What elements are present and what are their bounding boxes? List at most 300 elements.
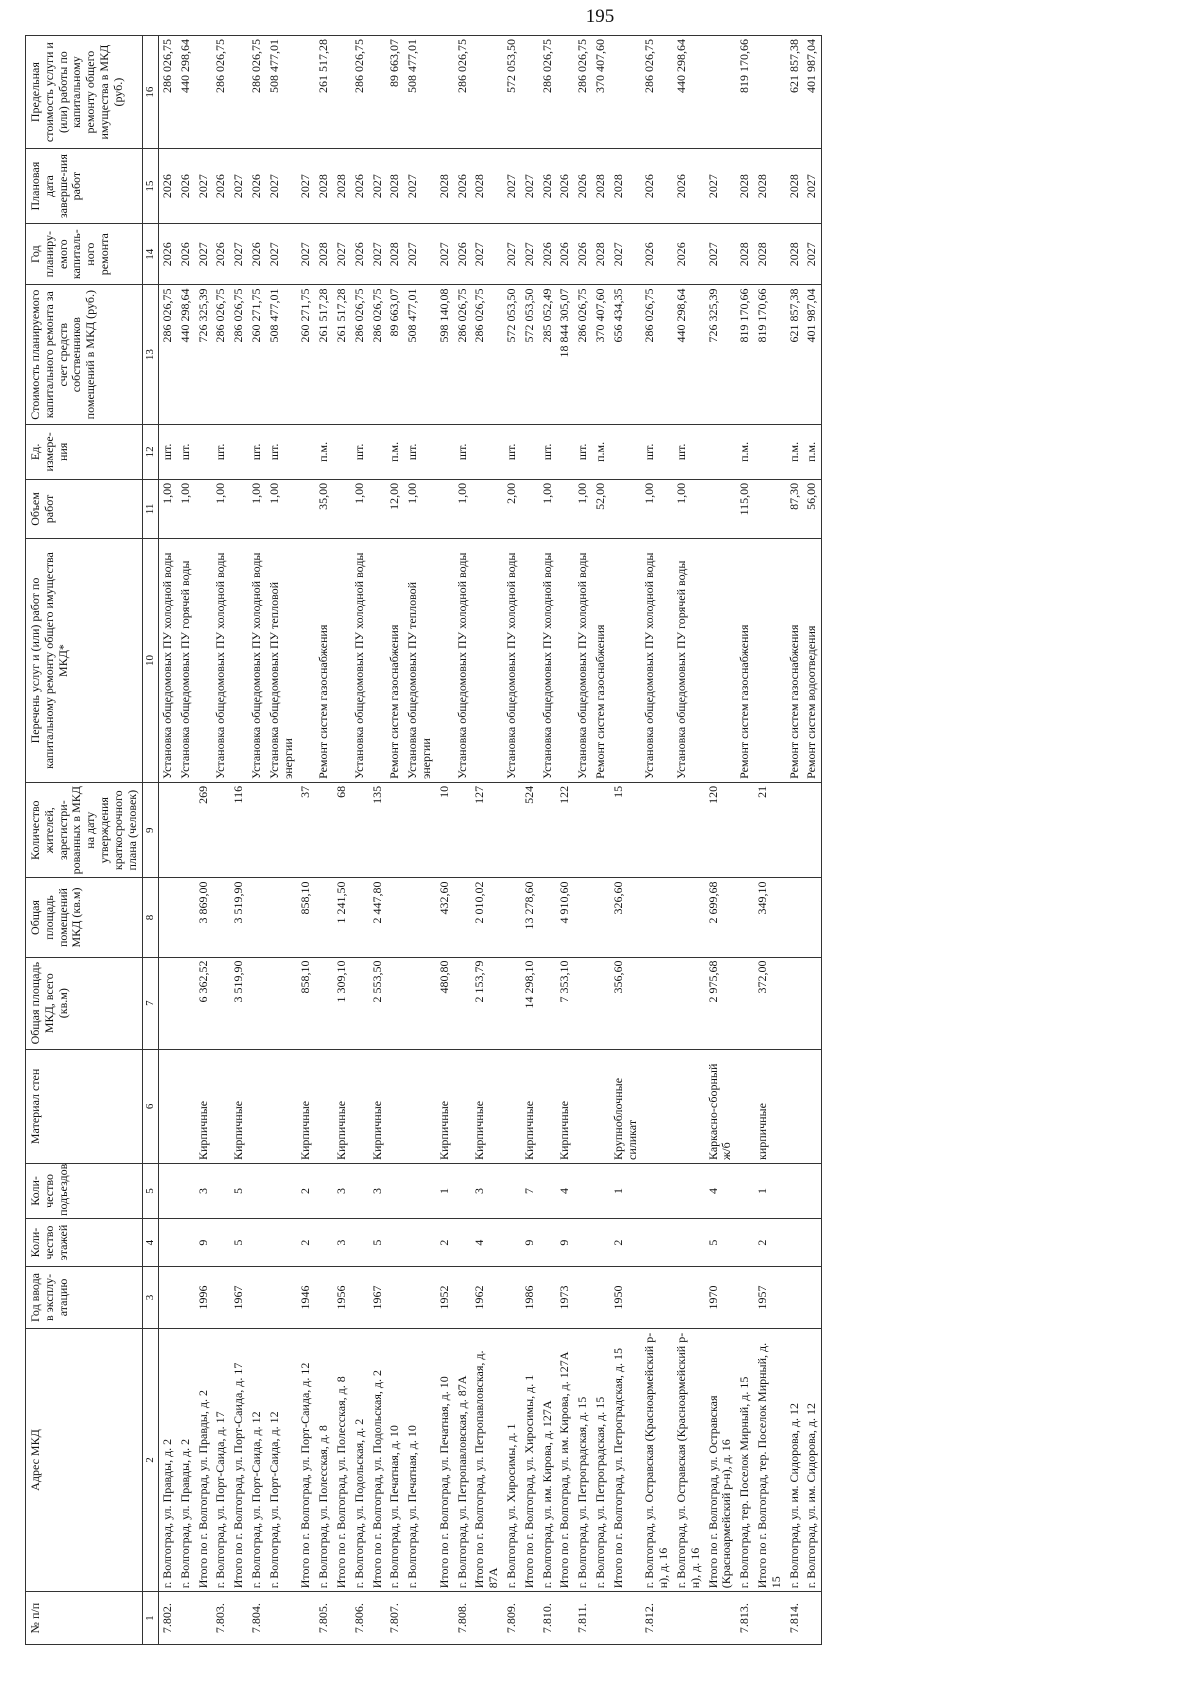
floors-cell: 2 (297, 1218, 315, 1266)
work-type-cell (556, 539, 574, 783)
residents-cell: 15 (610, 782, 642, 878)
unit-cell (610, 424, 642, 479)
floors-cell: 2 (610, 1218, 642, 1266)
floors-cell (641, 1218, 673, 1266)
wall-material-cell: Кирпичные (297, 1049, 315, 1163)
completion-date-cell: 2028 (736, 149, 754, 224)
premises-area-cell (736, 878, 754, 957)
completion-date-cell: 2026 (673, 149, 705, 224)
total-row (610, 36, 642, 1645)
completion-date-cell: 2028 (786, 149, 804, 224)
premises-area-cell: 2 699,68 (705, 878, 737, 957)
row-number (556, 1592, 574, 1645)
total-row (471, 36, 503, 1645)
repair-year-cell: 2028 (786, 223, 804, 285)
address-cell: г. Волгоград, ул. Остравская (Красноармейский р-н), д. 16 (641, 1328, 673, 1592)
cost-cell: 286 026,75 (159, 285, 177, 424)
completion-date-cell: 2027 (195, 149, 213, 224)
floors-cell (803, 1218, 821, 1266)
year-cell (315, 1267, 333, 1329)
header-cell: Стоимость планируемого капитального ремонта за счет средств собственников помещений в МКД (руб.) (26, 285, 143, 424)
year-cell (736, 1267, 754, 1329)
cost-cell: 726 325,39 (705, 285, 737, 424)
limit-cost-cell (610, 36, 642, 149)
entrances-cell (212, 1164, 230, 1219)
premises-area-cell: 432,60 (436, 878, 454, 957)
cost-cell: 819 170,66 (754, 285, 786, 424)
page-number: 195 (585, 6, 615, 27)
floors-cell (673, 1218, 705, 1266)
address-cell: Итого по г. Волгоград, ул. Остравская (Красноармейский р-н), д. 16 (705, 1328, 737, 1592)
completion-date-cell: 2027 (521, 149, 539, 224)
column-number: 6 (143, 1049, 159, 1163)
address-cell: Итого по г. Волгоград, ул. Печатная, д. 10 (436, 1328, 454, 1592)
entrances-cell (454, 1164, 472, 1219)
column-number: 10 (143, 539, 159, 783)
completion-date-cell: 2026 (212, 149, 230, 224)
row-number (297, 1592, 315, 1645)
limit-cost-cell: 286 026,75 (159, 36, 177, 149)
premises-area-cell (539, 878, 557, 957)
repair-year-cell: 2027 (297, 223, 315, 285)
row-number (369, 1592, 387, 1645)
entrances-cell (315, 1164, 333, 1219)
volume-cell (436, 479, 454, 538)
residents-cell: 127 (471, 782, 503, 878)
cost-cell: 598 140,08 (436, 285, 454, 424)
completion-date-cell: 2026 (248, 149, 266, 224)
total-row (705, 36, 737, 1645)
premises-area-cell (574, 878, 592, 957)
unit-cell (369, 424, 387, 479)
address-cell: Итого по г. Волгоград, ул. им. Кирова, д. 127А (556, 1328, 574, 1592)
row-number (592, 1592, 610, 1645)
address-cell: г. Волгоград, ул. им. Кирова, д. 127А (539, 1328, 557, 1592)
cost-cell: 508 477,01 (404, 285, 436, 424)
year-cell (266, 1267, 298, 1329)
work-type-cell (297, 539, 315, 783)
residents-cell: 10 (436, 782, 454, 878)
address-cell: г. Волгоград, ул. Правды, д. 2 (177, 1328, 195, 1592)
floors-cell (786, 1218, 804, 1266)
column-number: 11 (143, 479, 159, 538)
completion-date-cell: 2027 (705, 149, 737, 224)
work-type-cell (754, 539, 786, 783)
volume-cell (297, 479, 315, 538)
premises-area-cell (592, 878, 610, 957)
limit-cost-cell: 286 026,75 (212, 36, 230, 149)
premises-area-cell: 4 910,60 (556, 878, 574, 957)
completion-date-cell: 2026 (177, 149, 195, 224)
row-number (436, 1592, 454, 1645)
row-number: 7.806. (351, 1592, 369, 1645)
header-cell: Объем работ (26, 479, 143, 538)
header-cell: Общая площадь МКД, всего (кв.м) (26, 957, 143, 1049)
total-area-cell (574, 957, 592, 1049)
total-row (369, 36, 387, 1645)
limit-cost-cell: 572 053,50 (503, 36, 521, 149)
row-number (266, 1592, 298, 1645)
premises-area-cell: 1 241,50 (333, 878, 351, 957)
repair-year-cell: 2027 (803, 223, 821, 285)
work-type-cell: Установка общедомовых ПУ горячей воды (177, 539, 195, 783)
cost-cell: 260 271,75 (248, 285, 266, 424)
wall-material-cell: Крупноблочные силикат (610, 1049, 642, 1163)
premises-area-cell: 858,10 (297, 878, 315, 957)
residents-cell (212, 782, 230, 878)
residents-cell (673, 782, 705, 878)
premises-area-cell (673, 878, 705, 957)
repair-year-cell: 2027 (436, 223, 454, 285)
limit-cost-cell: 508 477,01 (404, 36, 436, 149)
floors-cell: 4 (471, 1218, 503, 1266)
completion-date-cell: 2028 (333, 149, 351, 224)
residents-cell (159, 782, 177, 878)
entrances-cell: 4 (556, 1164, 574, 1219)
work-type-cell (471, 539, 503, 783)
row-number (404, 1592, 436, 1645)
table-row (177, 36, 195, 1645)
unit-cell: шт. (266, 424, 298, 479)
total-area-cell: 2 553,50 (369, 957, 387, 1049)
premises-area-cell (503, 878, 521, 957)
completion-date-cell: 2028 (386, 149, 404, 224)
row-number: 7.813. (736, 1592, 754, 1645)
year-cell: 1956 (333, 1267, 351, 1329)
volume-cell (471, 479, 503, 538)
completion-date-cell: 2026 (556, 149, 574, 224)
completion-date-cell: 2027 (230, 149, 248, 224)
limit-cost-cell: 261 517,28 (315, 36, 333, 149)
work-type-cell: Установка общедомовых ПУ холодной воды (539, 539, 557, 783)
year-cell (386, 1267, 404, 1329)
table-row (592, 36, 610, 1645)
row-number: 7.803. (212, 1592, 230, 1645)
repair-plan-table (25, 35, 822, 1645)
entrances-cell (177, 1164, 195, 1219)
residents-cell: 21 (754, 782, 786, 878)
header-cell: Год ввода в эксплу-атацию (26, 1267, 143, 1329)
cost-cell: 726 325,39 (195, 285, 213, 424)
volume-cell: 1,00 (159, 479, 177, 538)
header-cell: Материал стен (26, 1049, 143, 1163)
limit-cost-cell: 621 857,38 (786, 36, 804, 149)
address-cell: г. Волгоград, ул. Полесская, д. 8 (315, 1328, 333, 1592)
address-cell: Итого по г. Волгоград, ул. Порт-Саида, д. 17 (230, 1328, 248, 1592)
address-cell: Итого по г. Волгоград, ул. Петропавловская, д. 87А (471, 1328, 503, 1592)
completion-date-cell: 2028 (610, 149, 642, 224)
residents-cell (386, 782, 404, 878)
year-cell: 1952 (436, 1267, 454, 1329)
unit-cell (333, 424, 351, 479)
unit-cell: шт. (212, 424, 230, 479)
unit-cell: п.м. (803, 424, 821, 479)
volume-cell: 56,00 (803, 479, 821, 538)
work-type-cell (521, 539, 539, 783)
wall-material-cell (673, 1049, 705, 1163)
wall-material-cell: Каркасно-сборный ж/б (705, 1049, 737, 1163)
work-type-cell: Ремонт систем газоснабжения (386, 539, 404, 783)
wall-material-cell: Кирпичные (195, 1049, 213, 1163)
total-area-cell (736, 957, 754, 1049)
row-number: 7.814. (786, 1592, 804, 1645)
wall-material-cell (803, 1049, 821, 1163)
wall-material-cell (786, 1049, 804, 1163)
limit-cost-cell: 89 663,07 (386, 36, 404, 149)
table-row (736, 36, 754, 1645)
address-cell: г. Волгоград, ул. Подольская, д. 2 (351, 1328, 369, 1592)
row-number (230, 1592, 248, 1645)
entrances-cell: 2 (297, 1164, 315, 1219)
volume-cell: 1,00 (641, 479, 673, 538)
cost-cell: 572 053,50 (521, 285, 539, 424)
total-area-cell: 6 362,52 (195, 957, 213, 1049)
premises-area-cell (641, 878, 673, 957)
floors-cell: 2 (436, 1218, 454, 1266)
unit-cell: шт. (404, 424, 436, 479)
limit-cost-cell (369, 36, 387, 149)
work-type-cell (195, 539, 213, 783)
entrances-cell: 5 (230, 1164, 248, 1219)
cost-cell: 286 026,75 (641, 285, 673, 424)
address-cell: г. Волгоград, ул. Порт-Саида, д. 12 (266, 1328, 298, 1592)
column-number: 7 (143, 957, 159, 1049)
address-cell: г. Волгоград, ул. Петропавловская, д. 87А (454, 1328, 472, 1592)
entrances-cell: 1 (436, 1164, 454, 1219)
volume-cell (556, 479, 574, 538)
residents-cell (786, 782, 804, 878)
header-cell: Количество жителей, зарегистри-рованных в МКД на дату утверждения краткосрочного плана (человек) (26, 782, 143, 878)
wall-material-cell: Кирпичные (333, 1049, 351, 1163)
cost-cell: 440 298,64 (673, 285, 705, 424)
completion-date-cell: 2026 (574, 149, 592, 224)
row-number (195, 1592, 213, 1645)
premises-area-cell (386, 878, 404, 957)
wall-material-cell (351, 1049, 369, 1163)
header-cell: Коли-чество этажей (26, 1218, 143, 1266)
premises-area-cell (786, 878, 804, 957)
volume-cell: 2,00 (503, 479, 521, 538)
year-cell (404, 1267, 436, 1329)
header-cell: Общая площадь помещений МКД (кв.м) (26, 878, 143, 957)
floors-cell (266, 1218, 298, 1266)
entrances-cell (803, 1164, 821, 1219)
floors-cell (539, 1218, 557, 1266)
residents-cell: 524 (521, 782, 539, 878)
floors-cell (177, 1218, 195, 1266)
floors-cell: 2 (754, 1218, 786, 1266)
unit-cell: п.м. (592, 424, 610, 479)
completion-date-cell: 2027 (404, 149, 436, 224)
wall-material-cell: Кирпичные (230, 1049, 248, 1163)
floors-cell (315, 1218, 333, 1266)
premises-area-cell (248, 878, 266, 957)
entrances-cell (404, 1164, 436, 1219)
year-cell (177, 1267, 195, 1329)
limit-cost-cell (195, 36, 213, 149)
work-type-cell: Установка общедомовых ПУ холодной воды (248, 539, 266, 783)
residents-cell (454, 782, 472, 878)
volume-cell: 1,00 (404, 479, 436, 538)
limit-cost-cell: 286 026,75 (248, 36, 266, 149)
wall-material-cell (212, 1049, 230, 1163)
repair-year-cell: 2027 (230, 223, 248, 285)
table-body (159, 36, 822, 1645)
cost-cell: 370 407,60 (592, 285, 610, 424)
total-area-cell: 858,10 (297, 957, 315, 1049)
entrances-cell: 7 (521, 1164, 539, 1219)
limit-cost-cell (521, 36, 539, 149)
limit-cost-cell (297, 36, 315, 149)
cost-cell: 508 477,01 (266, 285, 298, 424)
volume-cell: 1,00 (212, 479, 230, 538)
limit-cost-cell (436, 36, 454, 149)
table-row (803, 36, 821, 1645)
work-type-cell (610, 539, 642, 783)
column-number: 3 (143, 1267, 159, 1329)
row-number: 7.804. (248, 1592, 266, 1645)
volume-cell (230, 479, 248, 538)
cost-cell: 286 026,75 (471, 285, 503, 424)
floors-cell: 5 (230, 1218, 248, 1266)
total-area-cell: 2 153,79 (471, 957, 503, 1049)
wall-material-cell (315, 1049, 333, 1163)
unit-cell (754, 424, 786, 479)
year-cell: 1986 (521, 1267, 539, 1329)
row-number (177, 1592, 195, 1645)
limit-cost-cell: 286 026,75 (574, 36, 592, 149)
wall-material-cell (404, 1049, 436, 1163)
row-number (673, 1592, 705, 1645)
row-number: 7.811. (574, 1592, 592, 1645)
floors-cell: 9 (195, 1218, 213, 1266)
work-type-cell: Ремонт систем газоснабжения (736, 539, 754, 783)
residents-cell: 122 (556, 782, 574, 878)
total-area-cell: 3 519,90 (230, 957, 248, 1049)
unit-cell: шт. (159, 424, 177, 479)
column-number: 5 (143, 1164, 159, 1219)
residents-cell: 37 (297, 782, 315, 878)
repair-year-cell: 2027 (404, 223, 436, 285)
repair-year-cell: 2028 (592, 223, 610, 285)
work-type-cell: Установка общедомовых ПУ горячей воды (673, 539, 705, 783)
residents-cell (736, 782, 754, 878)
year-cell (159, 1267, 177, 1329)
total-row (521, 36, 539, 1645)
total-area-cell (592, 957, 610, 1049)
row-number: 7.810. (539, 1592, 557, 1645)
wall-material-cell (592, 1049, 610, 1163)
work-type-cell (333, 539, 351, 783)
work-type-cell: Установка общедомовых ПУ холодной воды (454, 539, 472, 783)
completion-date-cell: 2028 (436, 149, 454, 224)
address-cell: Итого по г. Волгоград, ул. Хиросимы, д. 1 (521, 1328, 539, 1592)
unit-cell (471, 424, 503, 479)
work-type-cell: Установка общедомовых ПУ холодной воды (641, 539, 673, 783)
wall-material-cell (574, 1049, 592, 1163)
limit-cost-cell (705, 36, 737, 149)
repair-year-cell: 2027 (369, 223, 387, 285)
row-number (803, 1592, 821, 1645)
table-row (266, 36, 298, 1645)
completion-date-cell: 2026 (159, 149, 177, 224)
total-area-cell (404, 957, 436, 1049)
cost-cell: 285 052,49 (539, 285, 557, 424)
completion-date-cell: 2027 (369, 149, 387, 224)
limit-cost-cell: 286 026,75 (351, 36, 369, 149)
wall-material-cell (248, 1049, 266, 1163)
entrances-cell (351, 1164, 369, 1219)
row-number: 7.812. (641, 1592, 673, 1645)
year-cell (786, 1267, 804, 1329)
completion-date-cell: 2026 (539, 149, 557, 224)
repair-year-cell: 2028 (754, 223, 786, 285)
premises-area-cell (454, 878, 472, 957)
cost-cell: 819 170,66 (736, 285, 754, 424)
volume-cell (705, 479, 737, 538)
column-number: 16 (143, 36, 159, 149)
cost-cell: 260 271,75 (297, 285, 315, 424)
column-number: 2 (143, 1328, 159, 1592)
table-row (503, 36, 521, 1645)
completion-date-cell: 2026 (454, 149, 472, 224)
total-area-cell (315, 957, 333, 1049)
work-type-cell (436, 539, 454, 783)
premises-area-cell: 349,10 (754, 878, 786, 957)
total-area-cell: 372,00 (754, 957, 786, 1049)
premises-area-cell: 2 447,80 (369, 878, 387, 957)
volume-cell: 1,00 (266, 479, 298, 538)
completion-date-cell: 2028 (315, 149, 333, 224)
entrances-cell: 3 (333, 1164, 351, 1219)
header-cell: № п/п (26, 1592, 143, 1645)
unit-cell: шт. (454, 424, 472, 479)
entrances-cell: 4 (705, 1164, 737, 1219)
column-number: 1 (143, 1592, 159, 1645)
total-area-cell: 356,60 (610, 957, 642, 1049)
total-row (297, 36, 315, 1645)
rotated-table-container (25, 35, 1175, 1645)
unit-cell: шт. (503, 424, 521, 479)
repair-year-cell: 2027 (610, 223, 642, 285)
repair-year-cell: 2027 (471, 223, 503, 285)
volume-cell (369, 479, 387, 538)
year-cell: 1957 (754, 1267, 786, 1329)
unit-cell (705, 424, 737, 479)
floors-cell: 9 (521, 1218, 539, 1266)
work-type-cell: Ремонт систем водоотведения (803, 539, 821, 783)
repair-year-cell: 2027 (521, 223, 539, 285)
repair-year-cell: 2026 (351, 223, 369, 285)
address-cell: г. Волгоград, ул. Печатная, д. 10 (404, 1328, 436, 1592)
cost-cell: 18 844 305,07 (556, 285, 574, 424)
repair-year-cell: 2026 (212, 223, 230, 285)
total-area-cell (177, 957, 195, 1049)
premises-area-cell: 3 869,00 (195, 878, 213, 957)
table-row (386, 36, 404, 1645)
total-area-cell (803, 957, 821, 1049)
total-area-cell: 1 309,10 (333, 957, 351, 1049)
total-area-cell (159, 957, 177, 1049)
row-number (610, 1592, 642, 1645)
unit-cell (521, 424, 539, 479)
total-area-cell: 2 975,68 (705, 957, 737, 1049)
unit-cell (436, 424, 454, 479)
floors-cell (574, 1218, 592, 1266)
repair-year-cell: 2027 (333, 223, 351, 285)
floors-cell: 3 (333, 1218, 351, 1266)
address-cell: г. Волгоград, ул. Порт-Саида, д. 17 (212, 1328, 230, 1592)
